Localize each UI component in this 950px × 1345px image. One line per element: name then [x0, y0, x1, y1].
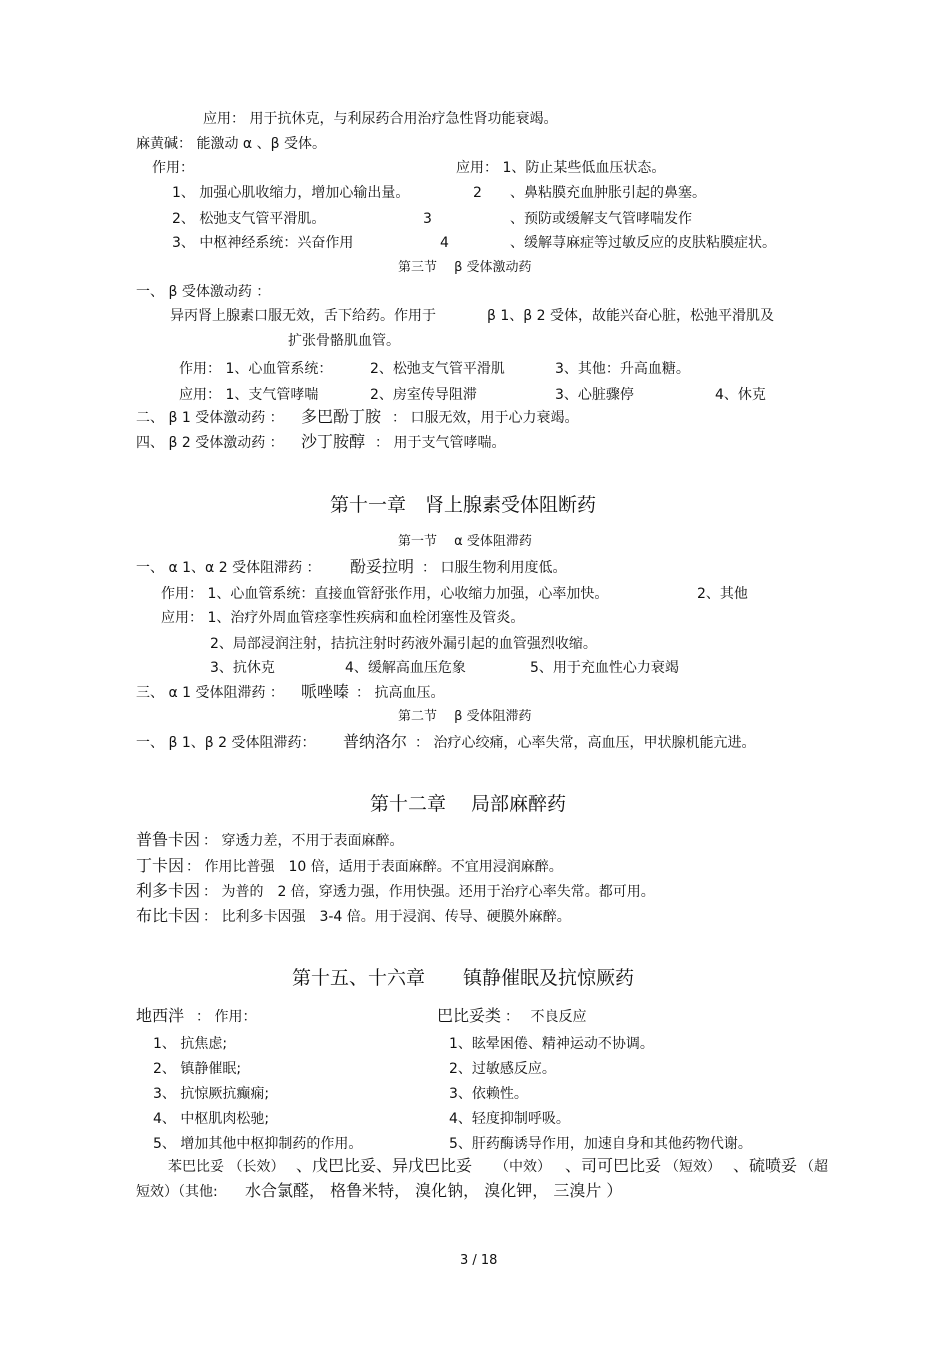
- drug-name: 、硫喷妥: [733, 1156, 798, 1175]
- text-line: 1、眩晕困倦、精神运动不协调。: [449, 1036, 654, 1052]
- drug-name: 地西泮: [136, 1006, 185, 1025]
- text-line: β 1、β 2 受体，故能兴奋心脏，松弛平滑肌及: [487, 308, 775, 324]
- text-line: 1、 加强心肌收缩力，增加心输出量。: [172, 185, 410, 201]
- text-line: 扩张骨骼肌血管。: [288, 333, 400, 349]
- drug-name: 布比卡因: [136, 906, 201, 925]
- text-line: 2、局部浸润注射，拮抗注射时药液外漏引起的血管强烈收缩。: [210, 636, 597, 652]
- text-line: 、缓解荨麻症等过敏反应的皮肤粘膜症状。: [510, 235, 776, 251]
- drug-name: 普纳洛尔: [343, 732, 408, 751]
- text-line: 应用： 1、防止某些低血压状态。: [456, 160, 666, 176]
- text-line: 4、缓解高血压危象: [345, 660, 466, 676]
- text-line: 4、轻度抑制呼吸。: [449, 1111, 570, 1127]
- drug-name: 利多卡因: [136, 881, 201, 900]
- text-line: 2、过敏感反应。: [449, 1061, 556, 1077]
- text-line: （中效）: [495, 1159, 551, 1175]
- text-line: 2、 镇静催眠;: [153, 1061, 242, 1077]
- section-heading: 第二节 β 受体阻滞药: [398, 709, 532, 724]
- chapter-heading: 第十二章 局部麻醉药: [370, 793, 567, 815]
- text-line: 4、 中枢肌肉松驰;: [153, 1111, 270, 1127]
- drug-name: 沙丁胺醇: [301, 432, 366, 451]
- drug-name: 、戊巴比妥、异戊巴比妥: [296, 1156, 473, 1175]
- text-line: ： 作用比普强 10 倍，适用于表面麻醉。不宜用浸润麻醉。: [186, 859, 563, 875]
- chapter-heading: 第十一章 肾上腺素受体阻断药: [330, 494, 597, 516]
- text-line: 一、 β 受体激动药 ：: [136, 284, 271, 300]
- text-line: ： 穿透力差，不用于表面麻醉。: [203, 833, 404, 849]
- text-line: 作用： 1、心血管系统：直接血管舒张作用，心收缩力加强，心率加快。: [161, 586, 609, 602]
- text-line: 苯巴比妥 （长效）: [168, 1159, 285, 1175]
- text-line: ： 作用：: [196, 1009, 257, 1025]
- page-number: 3 / 18: [460, 1253, 498, 1268]
- text-line: 4、休克: [715, 387, 766, 403]
- text-line: 麻黄碱： 能激动 α 、β 受体。: [136, 136, 326, 152]
- text-line: 4: [440, 235, 449, 251]
- text-line: 5、用于充血性心力衰竭: [530, 660, 679, 676]
- text-line: ： 口服无效，用于心力衰竭。: [392, 410, 579, 426]
- text-line: 3: [423, 211, 432, 227]
- text-line: 2: [473, 185, 482, 201]
- text-line: 2、其他: [697, 586, 748, 602]
- text-line: 应用： 1、支气管哮喘: [179, 387, 319, 403]
- text-line: 一、 β 1、β 2 受体阻滞药：: [136, 735, 316, 751]
- text-line: ： 抗高血压。: [356, 685, 445, 701]
- text-line: 2、松弛支气管平滑肌: [370, 361, 505, 377]
- text-line: 5、 增加其他中枢抑制药的作用。: [153, 1136, 363, 1152]
- text-line: 、预防或缓解支气管哮喘发作: [510, 211, 692, 227]
- text-line: 3、依赖性。: [449, 1086, 528, 1102]
- drug-name: 、司可巴比妥: [565, 1156, 662, 1175]
- text-line: 异丙肾上腺素口服无效，舌下给药。作用于: [170, 308, 436, 324]
- text-line: 一、 α 1、α 2 受体阻滞药 ：: [136, 560, 321, 576]
- text-line: ： 不良反应: [505, 1009, 587, 1025]
- drug-name: 酚妥拉明: [350, 557, 415, 576]
- text-line: 3、其他：升高血糖。: [555, 361, 690, 377]
- section-heading: 第三节 β 受体激动药: [398, 260, 532, 275]
- drug-name: 哌唑嗪: [301, 682, 350, 701]
- text-line: 2、 松弛支气管平滑肌。: [172, 211, 326, 227]
- chapter-heading: 第十五、十六章 镇静催眠及抗惊厥药: [292, 967, 635, 989]
- text-line: 应用： 1、治疗外周血管痉挛性疾病和血栓闭塞性及管炎。: [161, 610, 525, 626]
- drug-name: 多巴酚丁胺: [301, 407, 382, 426]
- section-heading: 第一节 α 受体阻滞药: [398, 534, 532, 549]
- text-line: 3、心脏骤停: [555, 387, 634, 403]
- text-line: 短效）（其他:: [136, 1184, 218, 1200]
- drug-name: 水合氯醛， 格鲁米特， 溴化钠， 溴化钾， 三溴片 ）: [245, 1181, 623, 1200]
- text-line: 3、 中枢神经系统：兴奋作用: [172, 235, 354, 251]
- text-line: 1、 抗焦虑;: [153, 1036, 228, 1052]
- text-line: ： 比利多卡因强 3-4 倍。用于浸润、传导、硬膜外麻醉。: [203, 909, 571, 925]
- text-line: 、鼻粘膜充血肿胀引起的鼻塞。: [510, 185, 706, 201]
- text-line: （短效）: [665, 1159, 721, 1175]
- drug-name: 丁卡因: [136, 856, 185, 875]
- text-line: 2、房室传导阻滞: [370, 387, 477, 403]
- text-line: 作用：: [152, 160, 194, 176]
- text-line: 三、 α 1 受体阻滞药 ：: [136, 685, 284, 701]
- drug-name: 普鲁卡因: [136, 830, 201, 849]
- text-line: 二、 β 1 受体激动药 ：: [136, 410, 284, 426]
- text-line: 四、 β 2 受体激动药 ：: [136, 435, 284, 451]
- text-line: 3、抗休克: [210, 660, 275, 676]
- text-line: （超: [800, 1159, 828, 1175]
- drug-name: 巴比妥类: [437, 1006, 502, 1025]
- text-line: ： 为普的 2 倍，穿透力强，作用快强。还用于治疗心率失常。都可用。: [203, 884, 655, 900]
- text-line: ： 用于支气管哮喘。: [375, 435, 506, 451]
- text-line: 作用： 1、心血管系统：: [179, 361, 333, 377]
- text-line: 5、肝药酶诱导作用，加速自身和其他药物代谢。: [449, 1136, 752, 1152]
- text-line: 3、 抗惊厥抗癫痫;: [153, 1086, 270, 1102]
- text-line: ： 口服生物利用度低。: [422, 560, 567, 576]
- text-line: ： 治疗心绞痛，心率失常，高血压，甲状腺机能亢进。: [415, 735, 756, 751]
- text-line: 应用： 用于抗休克，与利尿药合用治疗急性肾功能衰竭。: [203, 111, 558, 127]
